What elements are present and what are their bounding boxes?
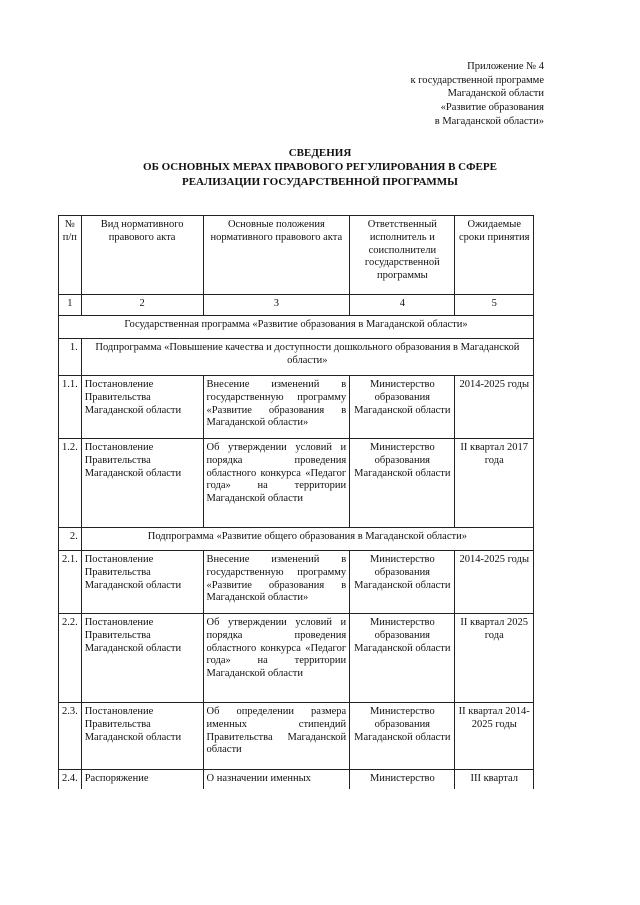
row-num: 2.2. <box>59 614 82 703</box>
row-num: 2.4. <box>59 770 82 789</box>
title-line: ОБ ОСНОВНЫХ МЕРАХ ПРАВОВОГО РЕГУЛИРОВАНИЯ В СФЕРЕ <box>143 161 497 174</box>
title-line: СВЕДЕНИЯ <box>288 147 352 159</box>
header-provisions: Основные положения нормативного правового акта <box>203 216 350 295</box>
program-title: Государственная программа «Развитие образования в Магаданской области» <box>59 316 534 339</box>
row-act: Постановление Правительства Магаданской области <box>81 614 203 703</box>
row-num: 1.2. <box>59 439 82 528</box>
title-line: РЕАЛИЗАЦИИ ГОСУДАРСТВЕННОЙ ПРОГРАММЫ <box>182 175 458 188</box>
row-responsible: Министерство образования Магаданской области <box>350 439 455 528</box>
row-term: III квартал <box>455 770 534 789</box>
row-act: Постановление Правительства Магаданской области <box>81 551 203 614</box>
table-row <box>59 770 534 789</box>
row-responsible: Министерство образования Магаданской области <box>350 551 455 614</box>
table-row <box>59 703 534 770</box>
row-act: Распоряжение <box>81 770 203 789</box>
subprogram-num: 1. <box>59 339 82 376</box>
subprogram-title: Подпрограмма «Развитие общего образования в Магаданской области» <box>81 528 533 551</box>
table-row <box>59 614 534 703</box>
row-responsible: Министерство образования Магаданской области <box>350 703 455 770</box>
row-content: Внесение изменений в государственную программу «Развитие образования в Магаданской области» <box>203 551 350 614</box>
row-act: Постановление Правительства Магаданской области <box>81 439 203 528</box>
row-content: О назначении именных <box>203 770 350 789</box>
row-term: II квартал 2017 года <box>455 439 534 528</box>
row-content: Об утверждении условий и порядка проведения областного конкурса «Педагог года» на территории Магаданской области <box>203 439 350 528</box>
measures-table <box>58 215 534 789</box>
subprogram-row <box>59 339 534 376</box>
row-content: Внесение изменений в государственную программу «Развитие образования в Магаданской области» <box>203 376 350 439</box>
document-title <box>60 146 580 189</box>
program-row <box>59 316 534 339</box>
column-index-row <box>59 295 534 316</box>
row-responsible: Министерство образования Магаданской области <box>350 614 455 703</box>
row-responsible: Министерство образования Магаданской области <box>350 376 455 439</box>
subprogram-title: Подпрограмма «Повышение качества и доступности дошкольного образования в Магаданской области» <box>81 339 533 376</box>
row-act: Постановление Правительства Магаданской области <box>81 376 203 439</box>
table-row <box>59 551 534 614</box>
column-index: 5 <box>455 295 534 316</box>
row-content: Об утверждении условий и порядка проведения областного конкурса «Педагог года» на территории Магаданской области <box>203 614 350 703</box>
column-index: 4 <box>350 295 455 316</box>
row-content: Об определении размера именных стипендий Правительства Магаданской области <box>203 703 350 770</box>
row-term: 2014-2025 годы <box>455 376 534 439</box>
row-responsible: Министерство <box>350 770 455 789</box>
appendix-reference <box>411 60 544 128</box>
appendix-line: Приложение № 4 <box>467 61 544 72</box>
appendix-line: «Развитие образования <box>440 101 544 113</box>
column-index: 3 <box>203 295 350 316</box>
appendix-line: к государственной программе <box>410 74 544 86</box>
subprogram-row <box>59 528 534 551</box>
table-header-row <box>59 216 534 295</box>
appendix-line: в Магаданской области» <box>434 115 544 127</box>
table-row <box>59 439 534 528</box>
row-num: 2.3. <box>59 703 82 770</box>
table-row <box>59 376 534 439</box>
row-num: 2.1. <box>59 551 82 614</box>
header-act-type: Вид нормативного правового акта <box>81 216 203 295</box>
header-terms: Ожидаемые сроки принятия <box>455 216 534 295</box>
header-num: № п/п <box>59 216 82 295</box>
header-responsible: Ответственный исполнитель и соисполнители государственной программы <box>350 216 455 295</box>
row-act: Постановление Правительства Магаданской области <box>81 703 203 770</box>
column-index: 2 <box>81 295 203 316</box>
row-num: 1.1. <box>59 376 82 439</box>
row-term: II квартал 2014-2025 годы <box>455 703 534 770</box>
subprogram-num: 2. <box>59 528 82 551</box>
appendix-line: Магаданской области <box>447 88 544 100</box>
column-index: 1 <box>59 295 82 316</box>
row-term: II квартал 2025 года <box>455 614 534 703</box>
row-term: 2014-2025 годы <box>455 551 534 614</box>
